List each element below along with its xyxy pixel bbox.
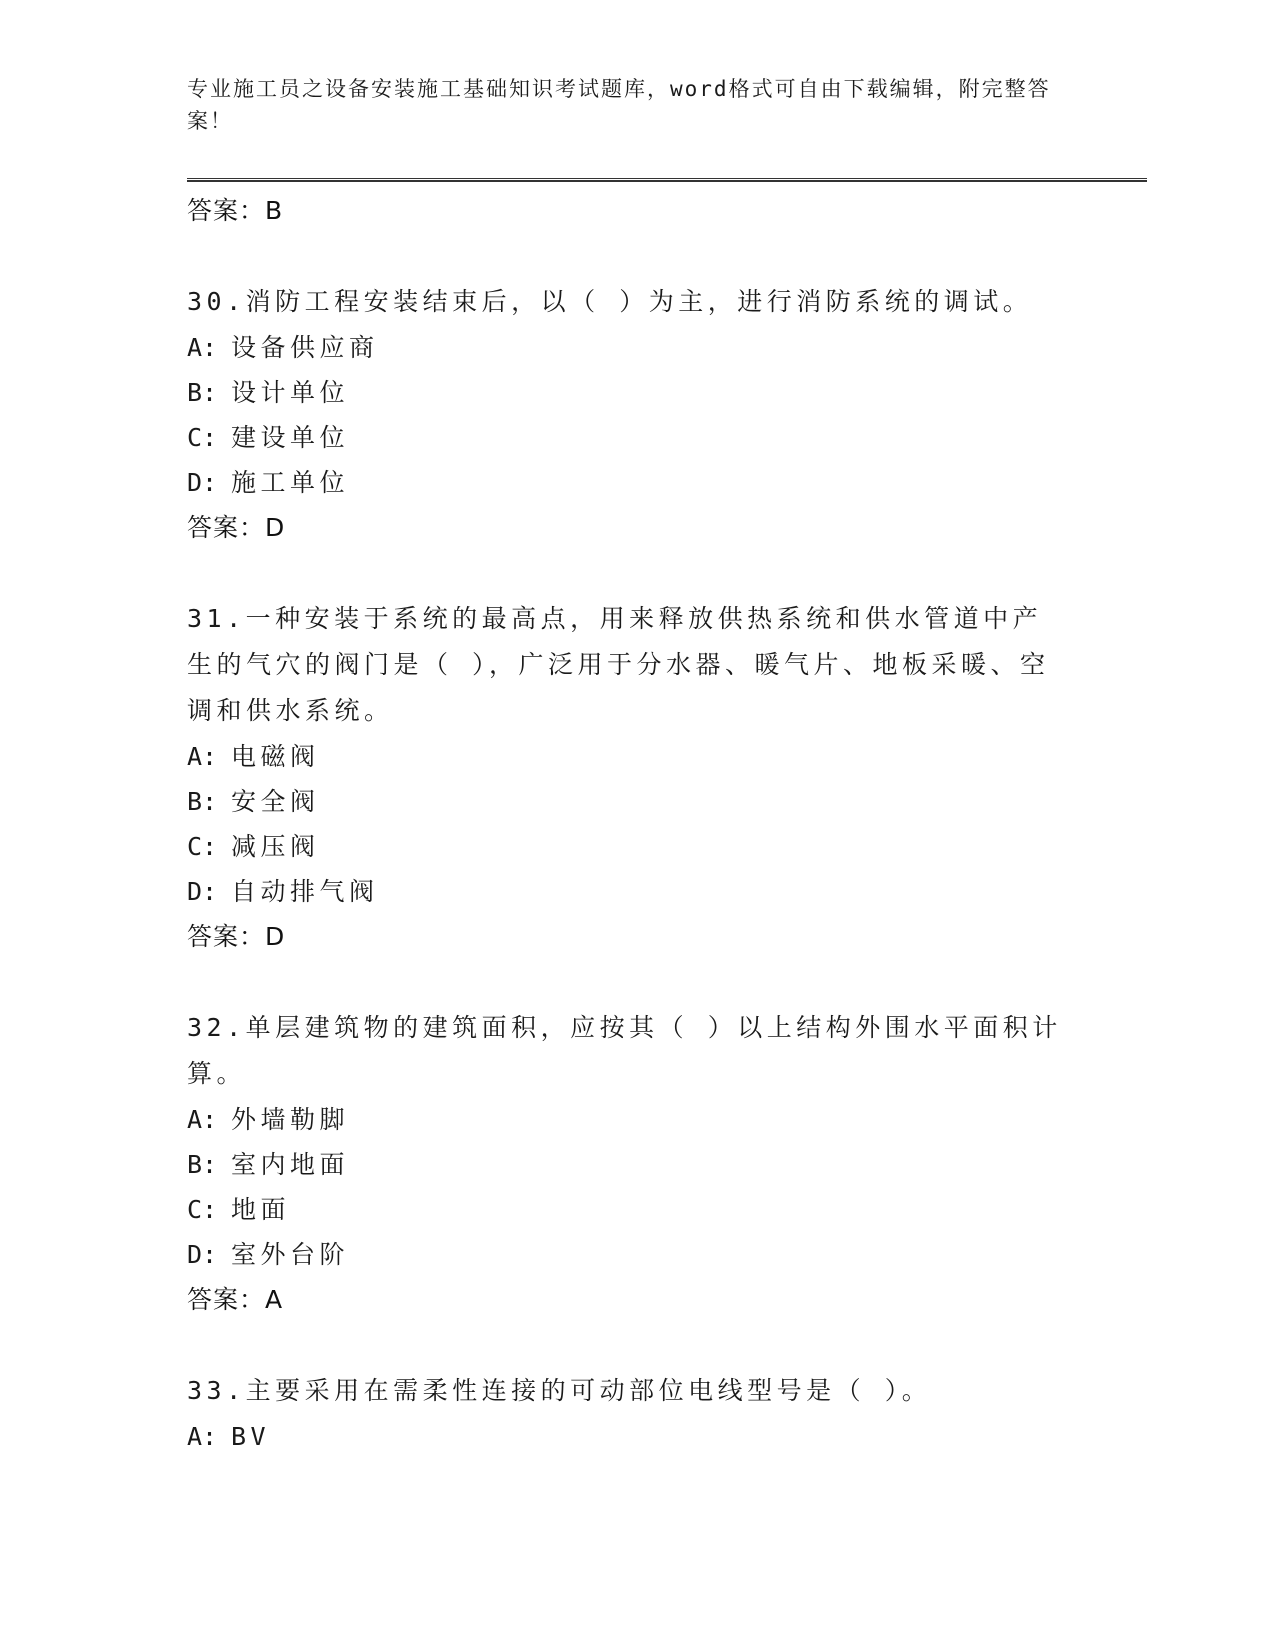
option-c (187, 415, 1067, 460)
option-key: A: (187, 742, 218, 771)
question-block (187, 279, 1067, 550)
option-text: 施工单位 (231, 468, 350, 497)
question-stem: 33.主要采用在需柔性连接的可动部位电线型号是（ ）。 (187, 1376, 932, 1405)
option-key: B: (187, 378, 218, 407)
answer-line: 答案：B (187, 196, 284, 225)
option-key: A: (187, 1422, 218, 1451)
option-text: 安全阀 (231, 787, 320, 816)
question-stem: 31.一种安装于系统的最高点，用来释放供热系统和供水管道中产生的气穴的阀门是（ ），广泛用于分水器、暖气片、地板采暖、空调和供水系统。 (187, 604, 1050, 725)
option-d (187, 1232, 1067, 1277)
option-key: C: (187, 832, 218, 861)
option-d (187, 460, 1067, 505)
option-text: 室外台阶 (231, 1240, 350, 1269)
option-a (187, 325, 1067, 370)
option-text: 室内地面 (231, 1150, 350, 1179)
question-list (187, 188, 1067, 1459)
question-stem: 30.消防工程安装结束后，以（ ）为主，进行消防系统的调试。 (187, 287, 1033, 316)
option-text: 自动排气阀 (231, 877, 379, 906)
option-b (187, 1142, 1067, 1187)
answer-line: 答案：D (187, 922, 286, 951)
option-text: 减压阀 (231, 832, 320, 861)
option-text: 建设单位 (231, 423, 350, 452)
option-c (187, 1187, 1067, 1232)
option-key: C: (187, 1195, 218, 1224)
option-key: D: (187, 468, 218, 497)
option-text: 外墙勒脚 (231, 1105, 350, 1134)
document-page (187, 0, 1147, 1650)
option-key: A: (187, 1105, 218, 1134)
question-block (187, 1368, 1067, 1459)
option-b (187, 370, 1067, 415)
question-block (187, 1005, 1067, 1322)
question-stem: 32.单层建筑物的建筑面积，应按其（ ）以上结构外围水平面积计算。 (187, 1013, 1062, 1088)
option-text: 设计单位 (231, 378, 350, 407)
option-text: 电磁阀 (231, 742, 320, 771)
answer-line: 答案：A (187, 1285, 284, 1314)
option-d (187, 869, 1067, 914)
option-key: D: (187, 877, 218, 906)
option-key: C: (187, 423, 218, 452)
option-key: B: (187, 787, 218, 816)
option-key: D: (187, 1240, 218, 1269)
option-a (187, 734, 1067, 779)
answer-line: 答案：D (187, 513, 286, 542)
page-header-text: 专业施工员之设备安装施工基础知识考试题库，word格式可自由下载编辑，附完整答案！ (187, 77, 1051, 133)
option-text: BV (231, 1422, 271, 1451)
option-text: 地面 (231, 1195, 291, 1224)
option-key: A: (187, 333, 218, 362)
option-a (187, 1414, 1067, 1459)
option-a (187, 1097, 1067, 1142)
question-block (187, 596, 1067, 959)
option-b (187, 779, 1067, 824)
option-text: 设备供应商 (231, 333, 379, 362)
header-divider (187, 178, 1147, 182)
option-key: B: (187, 1150, 218, 1179)
option-c (187, 824, 1067, 869)
